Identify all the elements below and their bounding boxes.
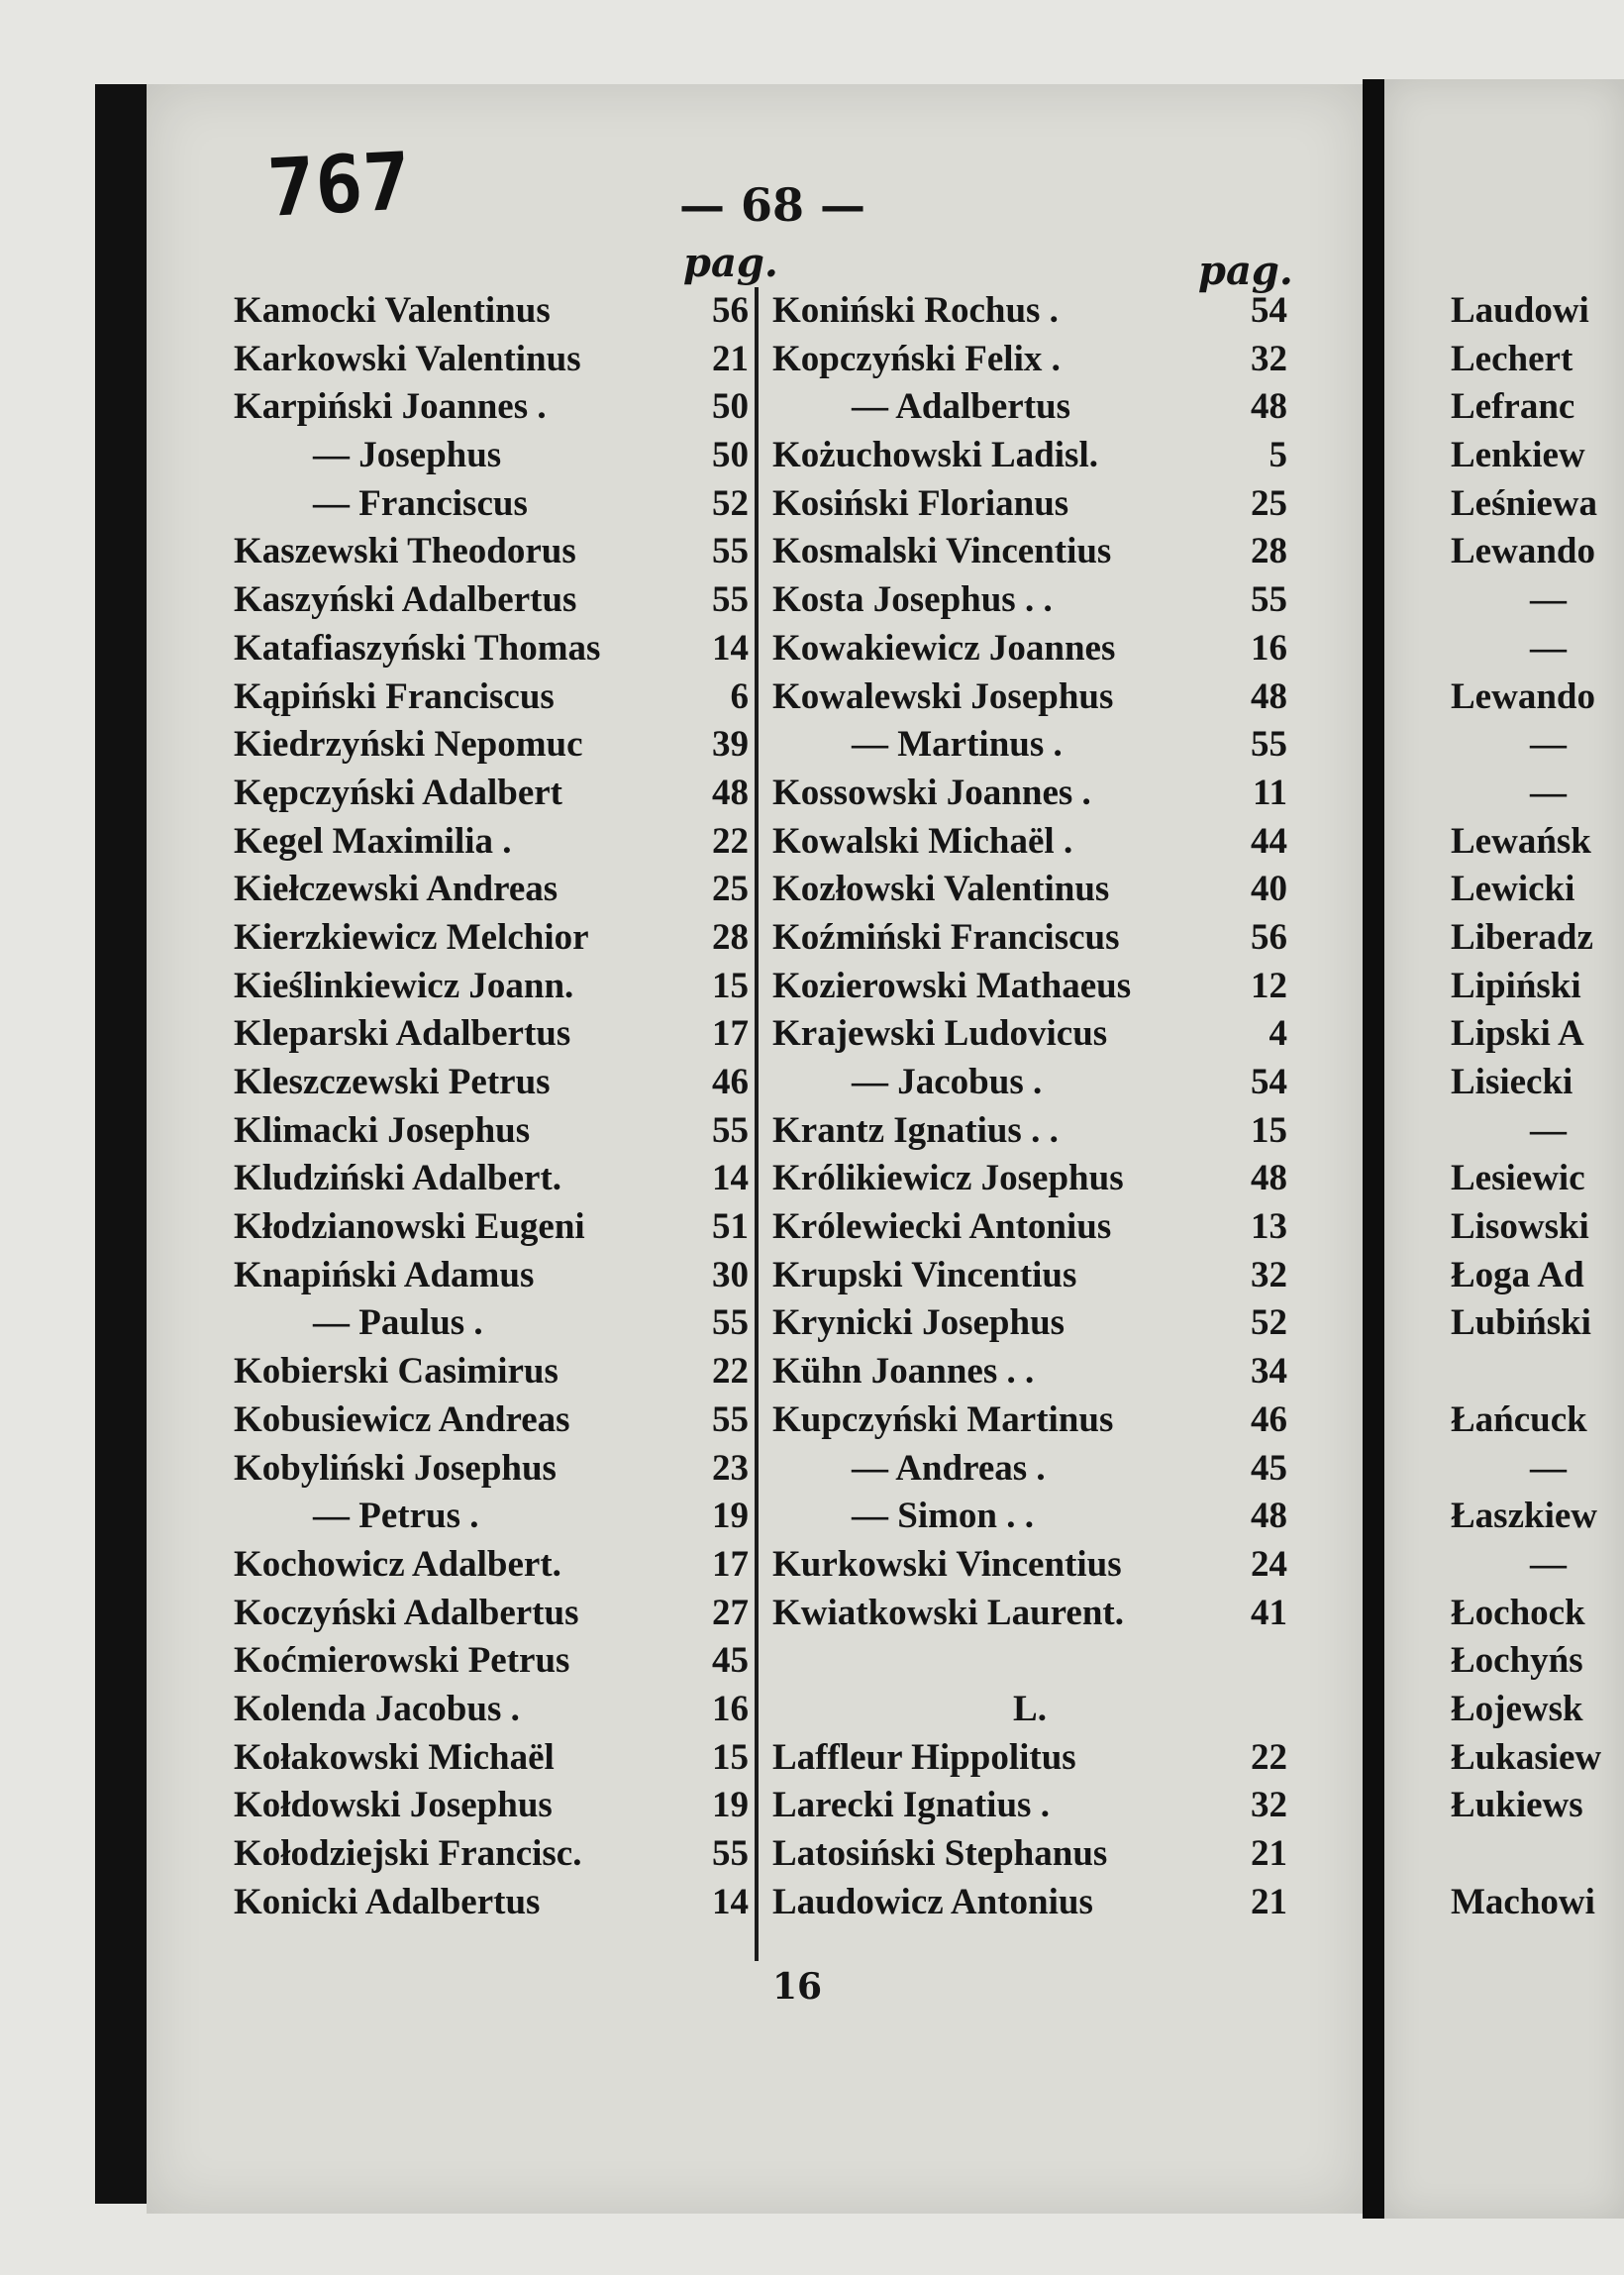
handwritten-folio-number: 767: [264, 135, 413, 235]
index-entry: [1451, 1348, 1624, 1396]
entry-name: Łukasiew: [1451, 1736, 1602, 1778]
entry-name: Lewando: [1451, 531, 1595, 572]
entry-page: 56: [1251, 916, 1287, 958]
entry-name: Koczyński Adalbertus: [234, 1592, 579, 1633]
entry-page: 4: [1269, 1013, 1287, 1055]
index-entry: [1451, 721, 1624, 770]
entry-name: — Franciscus: [313, 482, 528, 524]
entry-name: Kłodzianowski Eugeni: [234, 1206, 585, 1248]
entry-name: — Adalbertus: [852, 386, 1071, 428]
entry-name: Kozłowski Valentinus: [772, 869, 1110, 910]
entry-name: Klimacki Josephus: [234, 1109, 531, 1151]
entry-name: Karpiński Joannes .: [234, 386, 547, 428]
entry-page: 55: [712, 1302, 749, 1344]
entry-page: 21: [1251, 1881, 1287, 1922]
entry-name: —: [1530, 579, 1567, 621]
entry-name: Leśniewa: [1451, 482, 1597, 524]
index-entry: [1451, 1299, 1624, 1348]
index-entry: [234, 336, 749, 384]
entry-name: Kiedrzyński Nepomuc: [234, 724, 583, 766]
index-column-c: [1451, 287, 1624, 1926]
index-entry: [772, 287, 1287, 336]
entry-page: 32: [1251, 1254, 1287, 1295]
index-entry: [234, 1686, 749, 1734]
index-entry: [234, 1155, 749, 1203]
entry-page: 27: [712, 1592, 749, 1633]
index-entry: [1451, 770, 1624, 818]
index-entry: [1451, 576, 1624, 625]
entry-name: Kupczyński Martinus: [772, 1398, 1114, 1440]
entry-name: —: [1530, 1543, 1567, 1585]
index-entry: [1451, 1396, 1624, 1445]
index-entry: [234, 1203, 749, 1252]
index-entry: [234, 914, 749, 963]
index-entry: [772, 1155, 1287, 1203]
entry-name: Koćmierowski Petrus: [234, 1640, 570, 1682]
index-column-a: [234, 287, 749, 1926]
entry-page: 16: [1251, 627, 1287, 669]
column-rule: [755, 287, 759, 1961]
entry-page: 14: [712, 1881, 749, 1922]
entry-name: Kludziński Adalbert.: [234, 1158, 562, 1199]
entry-page: 55: [1251, 579, 1287, 621]
index-entry: [1451, 1782, 1624, 1830]
index-entry: [1451, 1637, 1624, 1686]
index-column-b: [772, 287, 1287, 1926]
index-entry: [772, 1493, 1287, 1541]
entry-page: 19: [712, 1496, 749, 1537]
entry-page: 50: [712, 435, 749, 476]
index-entry: [234, 1879, 749, 1927]
entry-name: Krynicki Josephus: [772, 1302, 1066, 1344]
entry-name: Laudowicz Antonius: [772, 1881, 1093, 1922]
entry-name: —: [1530, 1447, 1567, 1489]
entry-name: Kopczyński Felix .: [772, 338, 1061, 379]
entry-page: 6: [730, 675, 749, 717]
index-entry: [772, 1010, 1287, 1059]
entry-name: — Josephus: [313, 435, 502, 476]
entry-page: 46: [712, 1062, 749, 1102]
index-entry: [772, 914, 1287, 963]
entry-name: Kołakowski Michaël: [234, 1736, 555, 1778]
index-entry: [772, 1299, 1287, 1348]
entry-name: — Jacobus .: [852, 1062, 1043, 1102]
index-entry: [1451, 1155, 1624, 1203]
index-entry: [234, 866, 749, 914]
index-entry: [234, 625, 749, 673]
index-entry: [1451, 1445, 1624, 1494]
entry-page: 12: [1251, 965, 1287, 1006]
entry-page: 25: [1251, 482, 1287, 524]
index-entry: [1451, 336, 1624, 384]
index-entry: [772, 721, 1287, 770]
index-entry: [772, 1734, 1287, 1783]
index-entry: [772, 1590, 1287, 1638]
pag-label-col-a: pag.: [683, 240, 778, 286]
entry-name: Kobyliński Josephus: [234, 1447, 557, 1489]
entry-page: 34: [1251, 1351, 1287, 1393]
entry-name: Łaszkiew: [1451, 1496, 1597, 1537]
entry-name: Konicki Adalbertus: [234, 1881, 541, 1922]
index-entry: [1451, 480, 1624, 529]
entry-page: 51: [712, 1206, 749, 1248]
entry-name: Laffleur Hippolitus: [772, 1736, 1076, 1778]
index-entry: [1451, 1252, 1624, 1300]
entry-name: Lewicki: [1451, 869, 1575, 910]
entry-page: 54: [1251, 1062, 1287, 1102]
entry-page: 11: [1253, 772, 1287, 813]
entry-page: 55: [712, 531, 749, 572]
entry-name: Katafiaszyński Thomas: [234, 627, 601, 669]
entry-page: 48: [1251, 1496, 1287, 1537]
entry-page: 32: [1251, 338, 1287, 379]
entry-name: Łukiews: [1451, 1785, 1583, 1826]
entry-page: 52: [1251, 1302, 1287, 1344]
index-entry: [234, 1541, 749, 1590]
signature-mark: 16: [772, 1966, 823, 2008]
index-entry: [234, 432, 749, 480]
entry-name: Łoga Ad: [1451, 1254, 1584, 1295]
entry-name: —: [1530, 627, 1567, 669]
index-entry: [1451, 673, 1624, 722]
entry-name: — Martinus .: [852, 724, 1063, 766]
entry-page: 46: [1251, 1398, 1287, 1440]
entry-name: Lipiński: [1451, 965, 1581, 1006]
entry-page: 56: [712, 290, 749, 331]
index-entry: [234, 1010, 749, 1059]
entry-name: Kierzkiewicz Melchior: [234, 916, 589, 958]
entry-name: Kolenda Jacobus .: [234, 1688, 520, 1729]
entry-name: Liberadz: [1451, 916, 1593, 958]
index-entry: [234, 383, 749, 432]
index-entry: [772, 1541, 1287, 1590]
entry-page: 54: [1251, 290, 1287, 331]
entry-name: — Petrus .: [313, 1496, 479, 1537]
index-entry: [234, 818, 749, 867]
entry-name: Kosta Josephus . .: [772, 579, 1053, 621]
entry-page: 22: [712, 820, 749, 862]
page-number: — 68 —: [678, 178, 866, 232]
index-entry: [234, 1107, 749, 1156]
entry-page: 28: [1251, 531, 1287, 572]
entry-page: 15: [712, 1736, 749, 1778]
entry-name: Kowalewski Josephus: [772, 675, 1114, 717]
entry-name: Kaszyński Adalbertus: [234, 579, 577, 621]
entry-name: Knapiński Adamus: [234, 1254, 535, 1295]
index-entry: [1451, 1541, 1624, 1590]
index-entry: [234, 1299, 749, 1348]
index-entry: [234, 1348, 749, 1396]
entry-page: 39: [712, 724, 749, 766]
index-entry: [772, 770, 1287, 818]
entry-name: Kożuchowski Ladisl.: [772, 435, 1098, 476]
index-entry: [234, 1396, 749, 1445]
index-entry: [1451, 914, 1624, 963]
index-entry: [772, 1348, 1287, 1396]
entry-page: 45: [712, 1640, 749, 1682]
entry-name: Kowalski Michaël .: [772, 820, 1073, 862]
entry-page: 23: [712, 1447, 749, 1489]
entry-page: 17: [712, 1543, 749, 1585]
index-entry: [234, 721, 749, 770]
index-entry: [1451, 625, 1624, 673]
index-entry: [234, 963, 749, 1011]
index-entry: [772, 1637, 1287, 1686]
entry-page: 16: [712, 1688, 749, 1729]
index-entry: [234, 1590, 749, 1638]
entry-name: Kobierski Casimirus: [234, 1351, 558, 1393]
entry-page: 52: [712, 482, 749, 524]
index-entry: [1451, 1590, 1624, 1638]
entry-name: Lesiewic: [1451, 1158, 1585, 1199]
entry-page: 55: [712, 1833, 749, 1874]
entry-page: 14: [712, 1158, 749, 1199]
index-entry: [1451, 866, 1624, 914]
entry-page: 17: [712, 1013, 749, 1055]
book-spine: [95, 84, 147, 2204]
index-entry: [772, 818, 1287, 867]
index-entry: [772, 576, 1287, 625]
entry-page: 41: [1251, 1592, 1287, 1633]
entry-name: — Paulus .: [313, 1302, 483, 1344]
entry-page: 21: [712, 338, 749, 379]
entry-name: Lewando: [1451, 675, 1595, 717]
entry-name: Łojewsk: [1451, 1688, 1583, 1729]
entry-name: Kochowicz Adalbert.: [234, 1543, 561, 1585]
entry-page: 44: [1251, 820, 1287, 862]
index-entry: [772, 480, 1287, 529]
index-entry: [234, 1734, 749, 1783]
entry-page: 40: [1251, 869, 1287, 910]
entry-page: 45: [1251, 1447, 1287, 1489]
entry-name: Kołdowski Josephus: [234, 1785, 553, 1826]
entry-page: 5: [1269, 435, 1287, 476]
entry-name: Koniński Rochus .: [772, 290, 1059, 331]
page-gutter: [1363, 79, 1384, 2219]
entry-name: Lechert: [1451, 338, 1573, 379]
index-entry: [772, 1686, 1287, 1734]
index-entry: [772, 528, 1287, 576]
entry-name: Kobusiewicz Andreas: [234, 1398, 570, 1440]
index-entry: [1451, 1010, 1624, 1059]
entry-name: Kühn Joannes . .: [772, 1351, 1035, 1393]
index-entry: [772, 1782, 1287, 1830]
entry-page: 15: [1251, 1109, 1287, 1151]
entry-name: Krupski Vincentius: [772, 1254, 1077, 1295]
index-entry: [1451, 528, 1624, 576]
index-entry: [1451, 287, 1624, 336]
index-entry: [1451, 1686, 1624, 1734]
entry-name: Larecki Ignatius .: [772, 1785, 1050, 1826]
entry-name: Lewańsk: [1451, 820, 1591, 862]
pag-label-col-b: pag.: [1198, 248, 1293, 294]
entry-name: Kaszewski Theodorus: [234, 531, 576, 572]
index-entry: [234, 673, 749, 722]
entry-name: Kossowski Joannes .: [772, 772, 1091, 813]
index-entry: [1451, 1734, 1624, 1783]
entry-page: 55: [712, 1398, 749, 1440]
entry-name: Kozierowski Mathaeus: [772, 965, 1132, 1006]
index-entry: [234, 1493, 749, 1541]
entry-page: 22: [1251, 1736, 1287, 1778]
entry-page: 32: [1251, 1785, 1287, 1826]
index-entry: [772, 1059, 1287, 1107]
entry-page: 25: [712, 869, 749, 910]
entry-name: Lisiecki: [1451, 1062, 1573, 1102]
index-entry: [234, 1252, 749, 1300]
index-entry: [234, 1059, 749, 1107]
index-entry: [1451, 1203, 1624, 1252]
index-entry: [772, 383, 1287, 432]
entry-name: Laudowi: [1451, 290, 1589, 331]
entry-name: Kegel Maximilia .: [234, 820, 512, 862]
index-entry: [772, 1203, 1287, 1252]
entry-page: 48: [1251, 386, 1287, 428]
entry-page: 48: [1251, 675, 1287, 717]
entry-page: 14: [712, 627, 749, 669]
index-entry: [772, 432, 1287, 480]
entry-name: Kiełczewski Andreas: [234, 869, 558, 910]
index-entry: [772, 1396, 1287, 1445]
entry-page: 28: [712, 916, 749, 958]
index-entry: [1451, 1107, 1624, 1156]
entry-page: 48: [1251, 1158, 1287, 1199]
index-entry: [1451, 1059, 1624, 1107]
index-entry: [234, 770, 749, 818]
entry-name: Machowi: [1451, 1881, 1595, 1922]
entry-name: Kurkowski Vincentius: [772, 1543, 1122, 1585]
entry-name: Kąpiński Franciscus: [234, 675, 555, 717]
entry-name: —: [1530, 1109, 1567, 1151]
entry-name: —: [1530, 724, 1567, 766]
entry-name: Kleszczewski Petrus: [234, 1062, 551, 1102]
entry-page: 21: [1251, 1833, 1287, 1874]
index-entry: [1451, 818, 1624, 867]
entry-page: 19: [712, 1785, 749, 1826]
entry-name: Kosiński Florianus: [772, 482, 1069, 524]
entry-name: Kowakiewicz Joannes: [772, 627, 1116, 669]
index-entry: [1451, 1493, 1624, 1541]
entry-name: Karkowski Valentinus: [234, 338, 581, 379]
entry-name: Krajewski Ludovicus: [772, 1013, 1108, 1055]
entry-name: Koźmiński Franciscus: [772, 916, 1120, 958]
entry-name: — Simon . .: [852, 1496, 1035, 1537]
entry-name: Kieślinkiewicz Joann.: [234, 965, 574, 1006]
index-entry: [772, 1830, 1287, 1879]
index-entry: [234, 1445, 749, 1494]
index-entry: [772, 1879, 1287, 1927]
index-entry: [1451, 963, 1624, 1011]
entry-name: Kwiatkowski Laurent.: [772, 1592, 1124, 1633]
entry-name: Królikiewicz Josephus: [772, 1158, 1124, 1199]
entry-page: 55: [712, 1109, 749, 1151]
entry-page: 55: [712, 579, 749, 621]
index-entry: [1451, 1879, 1624, 1927]
entry-name: Latosiński Stephanus: [772, 1833, 1108, 1874]
index-entry: [234, 287, 749, 336]
index-entry: [234, 528, 749, 576]
index-entry: [772, 1107, 1287, 1156]
entry-name: Kołodziejski Francisc.: [234, 1833, 582, 1874]
entry-name: Lipski A: [1451, 1013, 1584, 1055]
index-entry: [234, 1782, 749, 1830]
index-entry: [1451, 432, 1624, 480]
index-entry: [234, 480, 749, 529]
entry-name: Lefranc: [1451, 386, 1575, 428]
entry-page: 30: [712, 1254, 749, 1295]
entry-page: 48: [712, 772, 749, 813]
entry-name: Krantz Ignatius . .: [772, 1109, 1059, 1151]
entry-page: 22: [712, 1351, 749, 1393]
index-entry: [772, 1445, 1287, 1494]
entry-page: 55: [1251, 724, 1287, 766]
index-entry: [772, 866, 1287, 914]
entry-name: Kleparski Adalbertus: [234, 1013, 571, 1055]
index-entry: [772, 673, 1287, 722]
index-entry: [234, 1830, 749, 1879]
entry-name: Kamocki Valentinus: [234, 290, 551, 331]
index-entry: [234, 1637, 749, 1686]
entry-page: 50: [712, 386, 749, 428]
entry-name: Łochyńs: [1451, 1640, 1583, 1682]
entry-name: Lenkiew: [1451, 435, 1585, 476]
index-entry: [1451, 383, 1624, 432]
entry-name: Lisowski: [1451, 1206, 1589, 1248]
entry-name: Łochock: [1451, 1592, 1585, 1633]
index-entry: [772, 963, 1287, 1011]
index-entry: [1451, 1830, 1624, 1879]
index-entry: [234, 576, 749, 625]
index-entry: [772, 1252, 1287, 1300]
index-entry: [772, 625, 1287, 673]
entry-name: Kosmalski Vincentius: [772, 531, 1112, 572]
section-letter: L.: [1013, 1688, 1047, 1729]
entry-name: — Andreas .: [852, 1447, 1046, 1489]
entry-name: —: [1530, 772, 1567, 813]
entry-name: Łańcuck: [1451, 1398, 1587, 1440]
entry-page: 15: [712, 965, 749, 1006]
entry-name: Kępczyński Adalbert: [234, 772, 562, 813]
entry-name: Lubiński: [1451, 1302, 1591, 1344]
entry-page: 24: [1251, 1543, 1287, 1585]
index-entry: [772, 336, 1287, 384]
entry-page: 13: [1251, 1206, 1287, 1248]
entry-name: Królewiecki Antonius: [772, 1206, 1112, 1248]
